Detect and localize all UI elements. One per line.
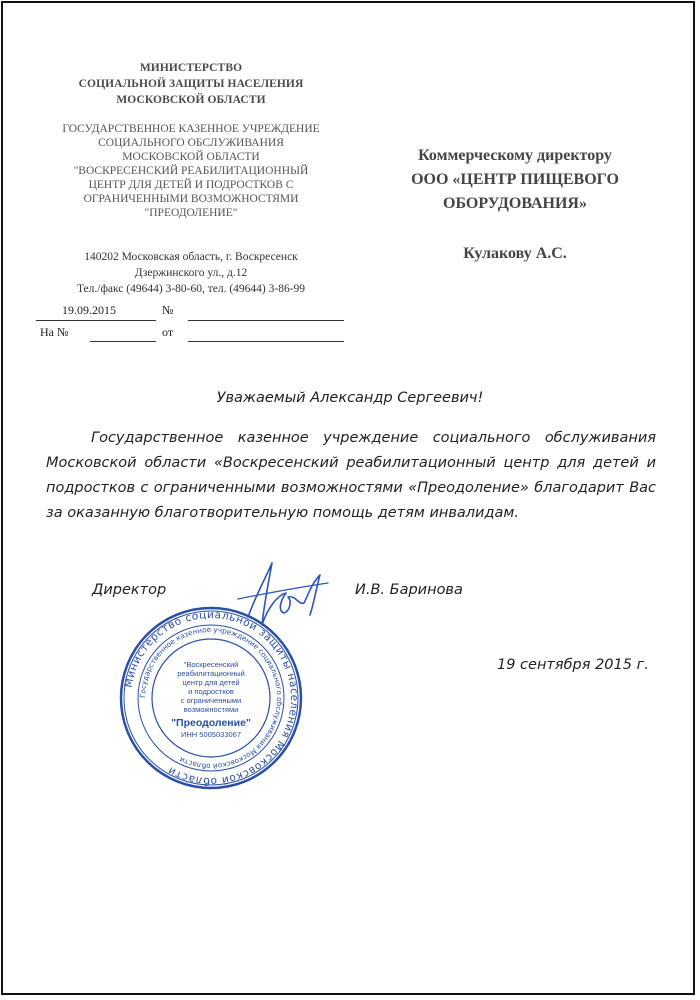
- ministry-line: СОЦИАЛЬНОЙ ЗАЩИТЫ НАСЕЛЕНИЯ: [78, 78, 304, 90]
- from-underline: [188, 326, 344, 342]
- address-line: Дзержинского ул., д.12: [134, 267, 248, 279]
- salutation: Уважаемый Александр Сергеевич!: [216, 390, 484, 406]
- institution-line: "ВОСКРЕСЕНСКИЙ РЕАБИЛИТАЦИОННЫЙ: [73, 165, 309, 177]
- stamp-inn: ИНН 5005033067: [180, 730, 242, 739]
- institution-line: ЦЕНТР ДЛЯ ДЕТЕЙ И ПОДРОСТКОВ С: [88, 179, 294, 191]
- address-line: Тел./факс (49644) 3-80-60, тел. (49644) 3-86-99: [76, 283, 306, 295]
- stamp-center-line: и подростков: [188, 687, 234, 696]
- institution-line: СОЦИАЛЬНОГО ОБСЛУЖИВАНИЯ: [98, 137, 284, 149]
- stamp-center-line: центр для детей: [182, 678, 240, 687]
- address-line: 140202 Московская область, г. Воскресенск: [84, 251, 298, 263]
- ministry-line: МОСКОВСКОЙ ОБЛАСТИ: [116, 94, 266, 106]
- number-underline: [188, 304, 344, 321]
- official-stamp: [118, 605, 304, 791]
- ministry-line: МИНИСТЕРСТВО: [139, 62, 243, 74]
- ministry-name: [28, 60, 354, 108]
- ref-label: На №: [40, 325, 69, 339]
- addressee-name: Кулакову А.С.: [463, 245, 567, 262]
- institution-line: ОГРАНИЧЕННЫМИ ВОЗМОЖНОСТЯМИ: [83, 193, 299, 205]
- institution-line: МОСКОВСКОЙ ОБЛАСТИ: [122, 151, 260, 163]
- stamp-center-line: возможностями: [183, 705, 239, 714]
- from-label: от: [162, 325, 174, 339]
- letterhead: [28, 60, 354, 220]
- signer-name: И.В. Баринова: [355, 582, 463, 598]
- stamp-center-name: "Преодоление": [171, 717, 251, 729]
- stamp-center-line: "Воскресенский: [183, 660, 239, 669]
- addressee-company-cont: ОБОРУДОВАНИЯ»: [443, 195, 587, 212]
- ref-underline: [90, 326, 156, 342]
- institution-line: "ПРЕОДОЛЕНИЕ": [144, 207, 238, 219]
- addressee-position: Коммерческому директору: [418, 147, 612, 164]
- stamp-inner-text: Государственное казенное учреждение социального обслуживания Московской области: [137, 624, 285, 772]
- outgoing-date: 19.09.2015: [62, 303, 116, 317]
- letter-body: Государственное казенное учреждение социального обслуживания Московской области «Воскресенский реабилитационный центр для детей и подростков с ограниченными возможностями «Преодоление» благодарит Вас за оказанную благотворительную помощь детям инвалидам.: [46, 430, 656, 521]
- addressee-company: ООО «ЦЕНТР ПИЩЕВОГО: [411, 171, 619, 188]
- stamp-center-line: с ограниченными: [180, 696, 242, 705]
- number-label: №: [162, 303, 174, 317]
- addressee-block: [360, 144, 670, 266]
- letter-date: 19 сентября 2015 г.: [497, 657, 649, 673]
- signer-title: Директор: [92, 582, 167, 598]
- letterhead-address: [28, 249, 354, 297]
- institution-line: ГОСУДАРСТВЕННОЕ КАЗЕННОЕ УЧРЕЖДЕНИЕ: [62, 123, 320, 135]
- stamp-center-line: реабилитационный: [177, 669, 245, 678]
- stamp-outer-text: Министерство социальной защиты населения Московской области: [122, 608, 301, 788]
- institution-name: [28, 122, 354, 220]
